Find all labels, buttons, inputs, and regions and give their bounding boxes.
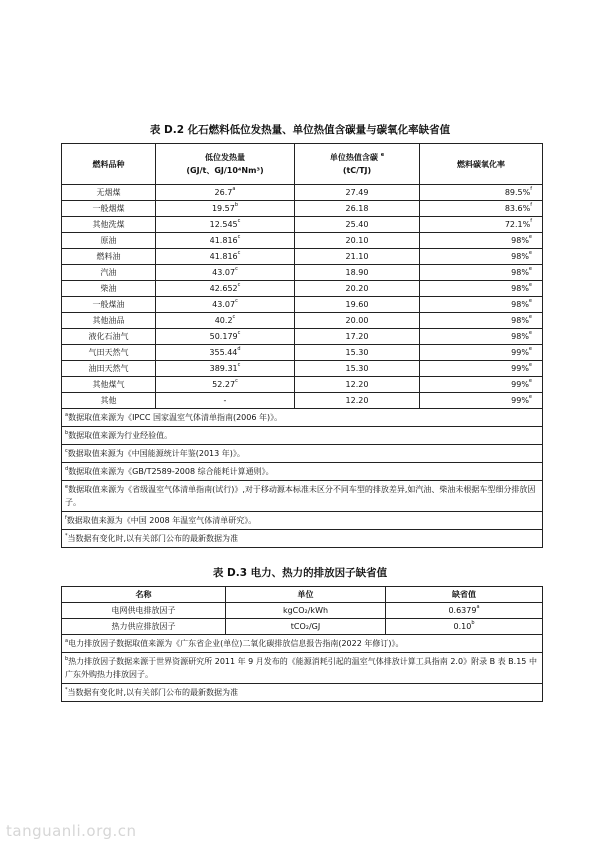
default-value-footnote: a	[476, 604, 480, 610]
ncv-cell	[156, 361, 295, 377]
carbon-content-cell: 27.49	[295, 185, 420, 201]
oxidation-footnote: f	[530, 186, 532, 192]
ncv-cell	[156, 345, 295, 361]
table-d2-notes	[62, 409, 543, 548]
footnote-text: 数据取值来源为行业经验值。	[68, 431, 173, 440]
carbon-content-cell: 15.30	[295, 345, 420, 361]
header-oxidation: 燃料碳氧化率	[420, 144, 543, 185]
footnote-text: 数据取值来源为《IPCC 国家温室气体清单指南(2006 年)》。	[68, 413, 283, 422]
ncv-footnote: a	[232, 186, 236, 192]
fuel-cell: 气田天然气	[62, 345, 156, 361]
oxidation-footnote: e	[528, 362, 532, 368]
oxidation-cell	[420, 249, 543, 265]
footnote-text: 当数据有变化时,以有关部门公布的最新数据为准	[67, 688, 239, 697]
footnote	[62, 463, 543, 481]
oxidation-cell	[420, 217, 543, 233]
footnote-row	[62, 409, 543, 427]
footnote	[62, 409, 543, 427]
ncv-value: 41.816	[209, 236, 238, 245]
table-row	[62, 265, 543, 281]
fuel-cell: 无烟煤	[62, 185, 156, 201]
table-d3-title: 表 D.3 电力、热力的排放因子缺省值	[212, 567, 388, 579]
footnote	[62, 445, 543, 463]
table-d2-title: 表 D.2 化石燃料低位发热量、单位热值含碳量与碳氧化率缺省值	[149, 124, 451, 136]
header-fuel: 燃料品种	[62, 144, 156, 185]
ncv-value: 41.816	[209, 252, 238, 261]
table-d3-header-row	[62, 587, 543, 603]
oxidation-value: 98%	[511, 236, 529, 245]
footnote-mark: f	[65, 515, 67, 521]
oxidation-value: 99%	[511, 396, 529, 405]
footnote-mark: a	[65, 412, 69, 418]
ncv-value: 42.652	[209, 284, 238, 293]
footnote-row	[62, 427, 543, 445]
footnote-mark: b	[65, 656, 69, 662]
footnote	[62, 530, 543, 548]
unit-cell: tCO₂/GJ	[226, 619, 386, 635]
footnote-mark: a	[65, 638, 69, 644]
oxidation-cell	[420, 233, 543, 249]
footnote-mark: c	[65, 448, 68, 454]
oxidation-footnote: e	[528, 314, 532, 320]
carbon-content-cell: 12.20	[295, 377, 420, 393]
footnote-text: 当数据有变化时,以有关部门公布的最新数据为准	[67, 534, 239, 543]
carbon-content-cell: 15.30	[295, 361, 420, 377]
oxidation-footnote: e	[528, 266, 532, 272]
table-row	[62, 361, 543, 377]
header-cc-line2: (tC/TJ)	[342, 166, 372, 175]
ncv-cell	[156, 185, 295, 201]
ncv-cell	[156, 233, 295, 249]
table-row	[62, 185, 543, 201]
carbon-content-cell: 21.10	[295, 249, 420, 265]
carbon-content-cell: 18.90	[295, 265, 420, 281]
ncv-footnote: c	[237, 330, 241, 336]
ncv-cell	[156, 297, 295, 313]
oxidation-cell	[420, 281, 543, 297]
carbon-content-cell: 25.40	[295, 217, 420, 233]
oxidation-footnote: e	[528, 394, 532, 400]
table-row	[62, 249, 543, 265]
table-row	[62, 313, 543, 329]
footnote	[62, 653, 543, 684]
oxidation-footnote: e	[528, 346, 532, 352]
oxidation-cell	[420, 345, 543, 361]
table-d3-body	[62, 603, 543, 635]
header-name: 名称	[62, 587, 226, 603]
ncv-value: 40.2	[214, 316, 233, 325]
oxidation-footnote: e	[528, 282, 532, 288]
oxidation-footnote: e	[528, 250, 532, 256]
ncv-cell	[156, 377, 295, 393]
carbon-content-cell: 26.18	[295, 201, 420, 217]
footnote-mark: *	[65, 533, 68, 539]
carbon-content-cell: 19.60	[295, 297, 420, 313]
table-row	[62, 329, 543, 345]
ncv-value: 355.44	[209, 348, 238, 357]
table-row	[62, 201, 543, 217]
oxidation-footnote: e	[528, 330, 532, 336]
ncv-cell	[156, 265, 295, 281]
ncv-value: 52.27	[212, 380, 236, 389]
ncv-footnote: c	[237, 218, 241, 224]
ncv-value: -	[223, 396, 227, 405]
oxidation-value: 98%	[511, 316, 529, 325]
fuel-cell: 汽油	[62, 265, 156, 281]
table-d2-body	[62, 185, 543, 409]
ncv-cell	[156, 281, 295, 297]
ncv-value: 43.07	[212, 268, 236, 277]
ncv-value: 50.179	[209, 332, 238, 341]
fuel-cell: 一般煤油	[62, 297, 156, 313]
table-row	[62, 217, 543, 233]
header-unit: 单位	[226, 587, 386, 603]
header-carbon-content	[295, 144, 420, 185]
oxidation-footnote: f	[530, 202, 532, 208]
footnote-row	[62, 445, 543, 463]
oxidation-footnote: e	[528, 378, 532, 384]
default-value: 0.6379	[448, 606, 477, 615]
oxidation-value: 98%	[511, 268, 529, 277]
ncv-cell	[156, 329, 295, 345]
unit-cell: kgCO₂/kWh	[226, 603, 386, 619]
ncv-cell	[156, 201, 295, 217]
watermark: tanguanli.org.cn	[6, 822, 137, 840]
oxidation-cell	[420, 377, 543, 393]
oxidation-cell	[420, 313, 543, 329]
footnote	[62, 427, 543, 445]
ncv-value: 19.57	[211, 204, 235, 213]
fuel-cell: 其他	[62, 393, 156, 409]
factor-name-cell: 电网供电排放因子	[62, 603, 226, 619]
table-row	[62, 619, 543, 635]
fuel-cell: 一般烟煤	[62, 201, 156, 217]
header-cc-line1: 单位热值含碳	[329, 153, 378, 162]
carbon-content-cell: 20.00	[295, 313, 420, 329]
footnote	[62, 512, 543, 530]
footnote	[62, 635, 543, 653]
oxidation-value: 72.1%	[504, 220, 531, 229]
table-row	[62, 345, 543, 361]
fuel-cell: 其他煤气	[62, 377, 156, 393]
oxidation-cell	[420, 297, 543, 313]
carbon-content-cell: 17.20	[295, 329, 420, 345]
oxidation-cell	[420, 201, 543, 217]
ncv-value: 43.07	[212, 300, 236, 309]
fuel-cell: 柴油	[62, 281, 156, 297]
footnote-text: 数据取值来源为《中国 2008 年温室气体清单研究》。	[66, 516, 257, 525]
oxidation-value: 99%	[511, 348, 529, 357]
header-ncv-line2: (GJ/t、GJ/10⁴Nm³)	[186, 166, 264, 175]
footnote	[62, 684, 543, 702]
oxidation-cell	[420, 393, 543, 409]
table-d3-notes	[62, 635, 543, 702]
ncv-footnote: c	[237, 234, 241, 240]
oxidation-value: 99%	[511, 380, 529, 389]
oxidation-value: 98%	[511, 284, 529, 293]
ncv-value: 26.7	[214, 188, 233, 197]
ncv-footnote: c	[235, 298, 238, 304]
fuel-cell: 其他洗煤	[62, 217, 156, 233]
footnote-mark: *	[65, 687, 68, 693]
oxidation-value: 98%	[511, 252, 529, 261]
table-row	[62, 281, 543, 297]
footnote-text: 数据取值来源为《省级温室气体清单指南(试行)》,对于移动源本标准未区分不同车型的排放差异,如汽油、柴油未根据车型细分排放因子。	[65, 485, 536, 507]
table-row	[62, 297, 543, 313]
table-d3	[61, 586, 543, 702]
footnote-row	[62, 481, 543, 512]
oxidation-cell	[420, 361, 543, 377]
default-value-footnote: b	[471, 620, 475, 626]
oxidation-value: 83.6%	[504, 204, 531, 213]
oxidation-footnote: f	[530, 218, 532, 224]
fuel-cell: 原油	[62, 233, 156, 249]
ncv-value: 12.545	[209, 220, 238, 229]
oxidation-value: 98%	[511, 332, 529, 341]
table-row	[62, 393, 543, 409]
ncv-cell	[156, 393, 295, 409]
fuel-cell: 其他油品	[62, 313, 156, 329]
ncv-footnote: d	[237, 346, 241, 352]
footnote-mark: b	[65, 430, 69, 436]
footnote-text: 数据取值来源为《GB/T2589-2008 综合能耗计算通则》。	[68, 467, 274, 476]
carbon-content-cell: 20.20	[295, 281, 420, 297]
ncv-cell	[156, 313, 295, 329]
footnote-row	[62, 530, 543, 548]
oxidation-value: 89.5%	[504, 188, 531, 197]
table-row	[62, 377, 543, 393]
header-default: 缺省值	[386, 587, 543, 603]
table-d2	[61, 143, 543, 548]
fuel-cell: 油田天然气	[62, 361, 156, 377]
table-row	[62, 233, 543, 249]
carbon-content-cell: 20.10	[295, 233, 420, 249]
table-d2-header-row	[62, 144, 543, 185]
footnote-row	[62, 463, 543, 481]
ncv-footnote: c	[237, 282, 241, 288]
footnote-text: 电力排放因子数据取值来源为《广东省企业(单位)二氧化碳排放信息报告指南(2022 年修订)》。	[68, 639, 404, 648]
carbon-content-cell: 12.20	[295, 393, 420, 409]
ncv-footnote: c	[235, 378, 238, 384]
table-row	[62, 603, 543, 619]
footnote-text: 热力排放因子数据来源于世界资源研究所 2011 年 9 月发布的《能源消耗引起的温室气体排放计算工具指南 2.0》附录 B 表 B.15 中广东外购热力排放因子。	[65, 657, 537, 679]
fuel-cell: 液化石油气	[62, 329, 156, 345]
footnote-row	[62, 512, 543, 530]
footnote-mark: e	[65, 484, 69, 490]
header-cc-sup: e	[380, 152, 385, 158]
oxidation-cell	[420, 265, 543, 281]
ncv-footnote: c	[237, 250, 241, 256]
ncv-cell	[156, 217, 295, 233]
footnote-text: 数据取值来源为《中国能源统计年鉴(2013 年)》。	[67, 449, 245, 458]
oxidation-value: 99%	[511, 364, 529, 373]
header-ncv-line1: 低位发热量	[205, 153, 245, 162]
oxidation-cell	[420, 329, 543, 345]
ncv-footnote: c	[237, 362, 241, 368]
ncv-cell	[156, 249, 295, 265]
ncv-value: 389.31	[209, 364, 238, 373]
default-value-cell	[386, 619, 543, 635]
oxidation-cell	[420, 185, 543, 201]
ncv-footnote: b	[234, 202, 239, 208]
footnote-row	[62, 635, 543, 653]
factor-name-cell: 热力供应排放因子	[62, 619, 226, 635]
oxidation-footnote: e	[528, 234, 532, 240]
footnote-row	[62, 684, 543, 702]
oxidation-footnote: e	[528, 298, 532, 304]
oxidation-value: 98%	[511, 300, 529, 309]
default-value: 0.10	[453, 622, 472, 631]
header-ncv	[156, 144, 295, 185]
default-value-cell	[386, 603, 543, 619]
footnote	[62, 481, 543, 512]
ncv-footnote: c	[235, 266, 238, 272]
footnote-mark: d	[65, 466, 69, 472]
footnote-row	[62, 653, 543, 684]
fuel-cell: 燃料油	[62, 249, 156, 265]
ncv-footnote: c	[232, 314, 236, 320]
